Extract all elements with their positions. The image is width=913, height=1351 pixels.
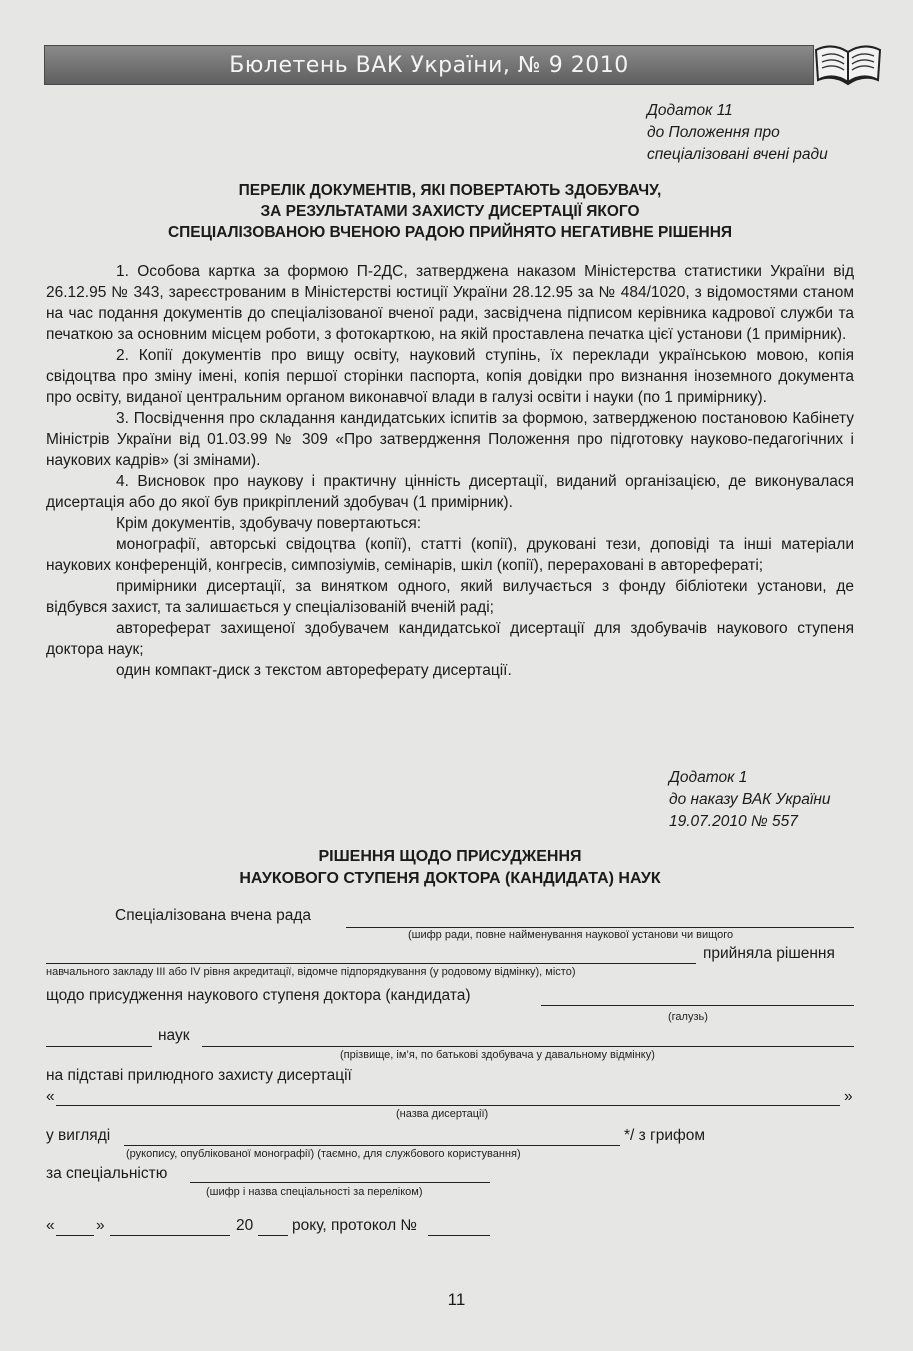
documents-list-body xyxy=(46,261,854,681)
bulletin-title: Бюлетень ВАК України, № 9 2010 xyxy=(229,52,629,78)
year-field[interactable] xyxy=(258,1235,288,1236)
date-quote-open: « xyxy=(46,1217,55,1234)
addendum-1-reference: Додаток 1 до наказу ВАК України 19.07.2010 № 557 xyxy=(669,769,831,830)
sciences-label: наук xyxy=(158,1027,190,1044)
stamp-label: */ з грифом xyxy=(624,1127,706,1144)
page-number: 11 xyxy=(447,1290,466,1309)
decision-title: РІШЕННЯ ЩОДО ПРИСУДЖЕННЯ НАУКОВОГО СТУПЕНЯ ДОКТОРА (КАНДИДАТА) НАУК xyxy=(239,848,661,887)
abstract-paragraph: автореферат захищеної здобувачем кандидатської дисертації для здобувачів наукового ступеня доктора наук; xyxy=(46,620,854,658)
specialty-field[interactable] xyxy=(190,1182,490,1183)
council-label: Спеціалізована вчена рада xyxy=(115,907,311,924)
council-hint: (шифр ради, повне найменування наукової установи чи вищого xyxy=(408,929,734,941)
form-hint: (рукопису, опублікованої монографії) (таємно, для службового користування) xyxy=(126,1148,521,1160)
sciences-prefix-field[interactable] xyxy=(46,1046,152,1047)
protocol-label: року, протокол № xyxy=(292,1217,418,1234)
work-form-field[interactable] xyxy=(124,1145,620,1146)
field-hint: (галузь) xyxy=(668,1011,708,1023)
item-1-paragraph: 1. Особова картка за формою П-2ДС, затверджена наказом Міністерства статистики України від 26.12.95 № 343, зареєстрованим в Міністерстві юстиції України 28.12.95 за № 484/1020, з відомостями станом на час подання документів до спеціалізованої вченої ради, засвідчена підписом керівника кадрової служби та печаткою за основним місцем роботи, з фотокарткою, на якій проставлена печатка цієї установи (1 примірник). xyxy=(46,263,854,343)
specialty-label: за спеціальністю xyxy=(46,1165,168,1182)
monographs-paragraph: монографії, авторські свідоцтва (копії), статті (копії), друковані тези, доповіді та інші матеріали наукових конференцій, конгресів, симпозіумів, семінарів, шкіл (копії), перераховані в авторефераті; xyxy=(46,536,854,574)
decision-form xyxy=(46,905,854,1245)
institution-hint: навчального закладу III або IV рівня акредитації, відомче підпорядкування (у родовому відмінку), місто) xyxy=(46,966,576,978)
month-field[interactable] xyxy=(110,1235,230,1236)
field-of-science-field[interactable] xyxy=(541,1005,854,1006)
day-field[interactable] xyxy=(56,1235,94,1236)
basis-label: на підставі прилюдного захисту дисертації xyxy=(46,1067,352,1084)
institution-field[interactable] xyxy=(46,963,696,964)
item-4-paragraph: 4. Висновок про наукову і практичну цінність дисертації, виданий організацією, де виконувалася дисертація або до якої був прикріплений здобувач (1 примірник). xyxy=(46,473,854,511)
council-field[interactable] xyxy=(346,927,854,928)
item-3-paragraph: 3. Посвідчення про складання кандидатських іспитів за формою, затвердженою постановою Кабінету Міністрів України від 01.03.99 № 309 «Про затвердження Положення про підготовку науково-педагогічних і наукових кадрів» (зі змінами). xyxy=(46,410,854,469)
also-returned-paragraph: Крім документів, здобувачу повертаються: xyxy=(116,515,422,532)
name-hint: (прізвище, ім’я, по батькові здобувача у давальному відмінку) xyxy=(340,1049,655,1061)
award-label: щодо присудження наукового ступеня доктора (кандидата) xyxy=(46,987,471,1004)
bulletin-header-banner xyxy=(44,45,814,85)
specialty-hint: (шифр і назва спеціальності за переліком) xyxy=(206,1186,423,1198)
date-quote-close: » xyxy=(96,1217,105,1234)
dissertation-title-field[interactable] xyxy=(56,1105,840,1106)
title-hint: (назва дисертації) xyxy=(396,1108,489,1120)
documents-list-title: ПЕРЕЛІК ДОКУМЕНТІВ, ЯКІ ПОВЕРТАЮТЬ ЗДОБУВАЧУ, ЗА РЕЗУЛЬТАТАМИ ЗАХИСТУ ДИСЕРТАЦІЇ ЯКОГО СПЕЦІАЛІЗОВАНОЮ ВЧЕНОЮ РАДОЮ ПРИЙНЯТО НЕГАТИВНЕ РІШЕННЯ xyxy=(167,182,733,241)
decision-label: прийняла рішення xyxy=(703,945,835,962)
addendum-11-reference: Додаток 11 до Положення про спеціалізовані вчені ради xyxy=(647,102,828,163)
cd-paragraph: один компакт-диск з текстом автореферату дисертації. xyxy=(116,662,512,679)
open-book-icon xyxy=(808,36,888,88)
dissertation-copies-paragraph: примірники дисертації, за винятком одного, який вилучається з фонду бібліотеки установи, де відбувся захист, та залишається у спеціалізованій вченій раді; xyxy=(46,578,854,616)
quote-close: » xyxy=(844,1088,853,1105)
year-label: 20 xyxy=(236,1217,254,1234)
quote-open: « xyxy=(46,1088,55,1105)
candidate-name-field[interactable] xyxy=(202,1046,854,1047)
form-label: у вигляді xyxy=(46,1127,111,1144)
protocol-number-field[interactable] xyxy=(428,1235,490,1236)
item-2-paragraph: 2. Копії документів про вищу освіту, науковий ступінь, їх переклади українською мовою, копія свідоцтва про зміну імені, копія першої сторінки паспорта, копія довідки про визнання іноземного документа про освіту, виданої центральним органом виконавчої влади в галузі освіти і науки (по 1 примірнику). xyxy=(46,347,854,406)
